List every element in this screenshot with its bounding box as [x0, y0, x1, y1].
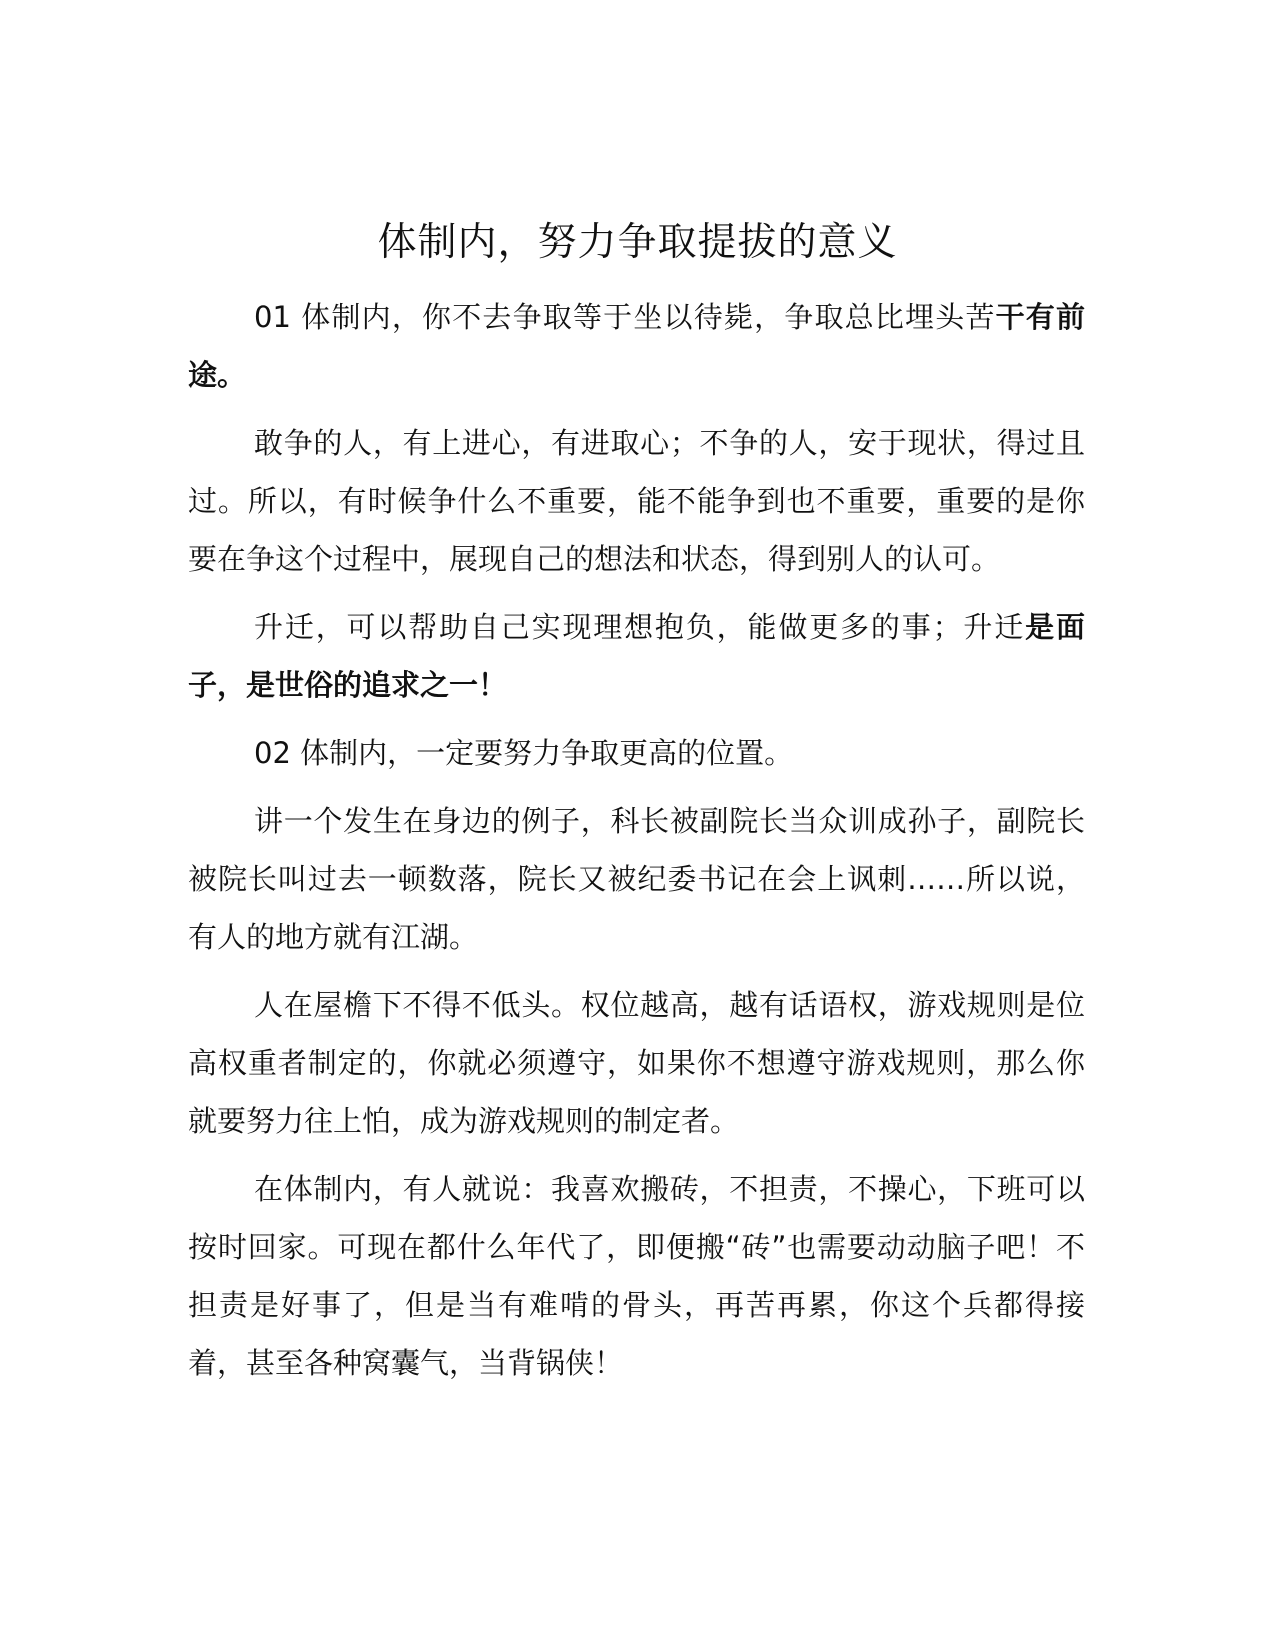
- paragraph-1: [188, 288, 1085, 404]
- paragraph-4: 02 体制内，一定要努力争取更高的位置。: [254, 736, 794, 770]
- paragraph-3-bold-tail: 是面子，是世俗的追求之一！: [188, 610, 1085, 702]
- paragraph-3-text: 升迁，可以帮助自己实现理想抱负，能做更多的事；升迁: [254, 610, 1026, 644]
- document-body: [188, 288, 1085, 1402]
- paragraph-5: 讲一个发生在身边的例子，科长被副院长当众训成孙子，副院长被院长叫过去一顿数落，院长又被纪委书记在会上讽刺……所以说，有人的地方就有江湖。: [188, 804, 1085, 954]
- paragraph-1-text: 01 体制内，你不去争取等于坐以待毙，争取总比埋头苦: [254, 300, 996, 334]
- paragraph-7: 在体制内，有人就说：我喜欢搬砖，不担责，不操心，下班可以按时回家。可现在都什么年代了，即便搬“砖”也需要动动脑子吧！不担责是好事了，但是当有难啃的骨头，再苦再累，你这个兵都得接着，甚至各种窝囊气，当背锅侠！: [188, 1172, 1085, 1380]
- paragraph-3: [188, 598, 1085, 714]
- paragraph-2: 敢争的人，有上进心，有进取心；不争的人，安于现状，得过且过。所以，有时候争什么不重要，能不能争到也不重要，重要的是你要在争这个过程中，展现自己的想法和状态，得到别人的认可。: [188, 426, 1085, 576]
- paragraph-6: 人在屋檐下不得不低头。权位越高，越有话语权，游戏规则是位高权重者制定的，你就必须遵守，如果你不想遵守游戏规则，那么你就要努力往上怕，成为游戏规则的制定者。: [188, 988, 1085, 1138]
- document-title: 体制内，努力争取提拔的意义: [377, 220, 898, 265]
- paragraph-1-bold-tail: 干有前途。: [188, 300, 1085, 392]
